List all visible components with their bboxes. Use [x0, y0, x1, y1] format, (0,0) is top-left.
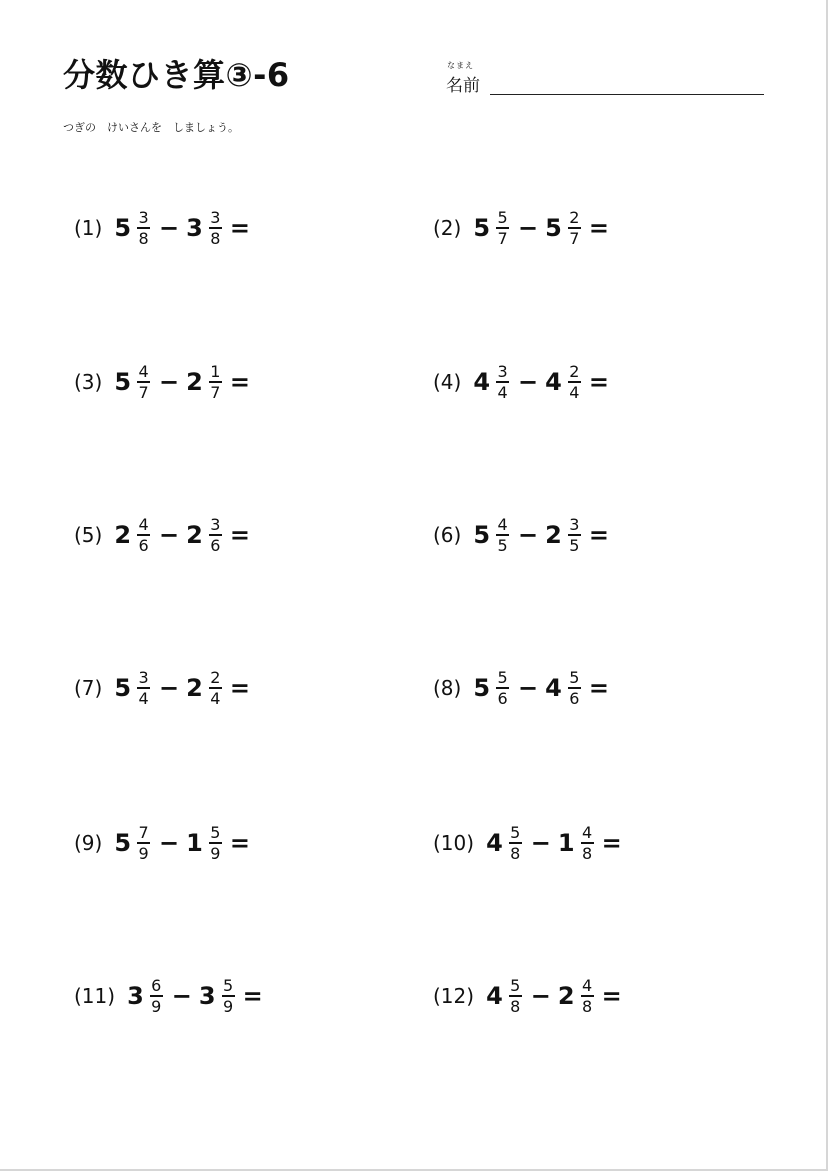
whole-number: 4 [545, 368, 562, 396]
numerator: 3 [569, 515, 580, 534]
equals-sign: = [601, 829, 622, 857]
fraction [150, 977, 163, 1015]
fraction [137, 824, 150, 862]
minus-sign: − [518, 214, 539, 242]
whole-number: 5 [114, 674, 132, 702]
problem-item [74, 663, 250, 713]
fraction [496, 209, 509, 247]
numerator: 3 [497, 362, 508, 381]
denominator: 4 [138, 689, 149, 708]
numerator: 5 [222, 976, 234, 995]
fraction [209, 824, 222, 862]
numerator: 4 [497, 515, 508, 534]
numerator: 6 [151, 976, 162, 995]
denominator: 4 [210, 689, 221, 708]
denominator: 9 [151, 997, 162, 1016]
numerator: 7 [138, 823, 149, 842]
numerator: 1 [210, 362, 221, 381]
worksheet-title: 分数ひき算③-6 [63, 56, 290, 94]
denominator: 6 [497, 689, 508, 708]
equals-sign: = [229, 368, 250, 396]
denominator: 7 [138, 383, 149, 402]
whole-number: 4 [545, 674, 562, 702]
whole-number: 2 [545, 521, 562, 549]
whole-number: 5 [545, 214, 562, 242]
fraction [209, 516, 222, 554]
denominator: 8 [510, 844, 521, 863]
denominator: 8 [138, 229, 149, 248]
problem-number: (9) [74, 831, 103, 855]
problem-number: (6) [433, 523, 462, 547]
equals-sign: = [588, 214, 609, 242]
equals-sign: = [588, 368, 609, 396]
whole-number: 5 [473, 674, 491, 702]
whole-number: 4 [473, 368, 491, 396]
problem-item [433, 203, 609, 253]
minus-sign: − [518, 521, 539, 549]
whole-number: 4 [486, 829, 503, 857]
problem-item [433, 510, 609, 560]
problem-number: (3) [74, 370, 103, 394]
numerator: 5 [497, 668, 508, 687]
minus-sign: − [159, 214, 180, 242]
equals-sign: = [229, 829, 250, 857]
whole-number: 2 [114, 521, 132, 549]
problem-number: (4) [433, 370, 462, 394]
problem-number: (5) [74, 523, 103, 547]
numerator: 2 [210, 668, 221, 687]
denominator: 4 [569, 383, 580, 402]
whole-number: 3 [186, 214, 203, 242]
whole-number: 3 [198, 982, 216, 1010]
whole-number: 5 [473, 214, 491, 242]
fraction [222, 977, 235, 1015]
fraction [568, 209, 581, 247]
problem-item [433, 357, 609, 407]
problem-item [433, 971, 622, 1021]
instruction-text: つぎの けいさんを しましょう。 [63, 121, 239, 134]
minus-sign: − [159, 674, 180, 702]
numerator: 5 [497, 208, 508, 227]
minus-sign: − [530, 829, 551, 857]
numerator: 2 [569, 208, 580, 227]
denominator: 9 [138, 844, 149, 863]
fraction [509, 977, 522, 1015]
whole-number: 2 [186, 368, 203, 396]
denominator: 8 [210, 229, 221, 248]
whole-number: 5 [114, 829, 132, 857]
name-field [446, 60, 764, 96]
whole-number: 2 [186, 674, 203, 702]
fraction [568, 669, 581, 707]
problem-item [74, 510, 250, 560]
problem-item [74, 971, 263, 1021]
denominator: 9 [210, 844, 221, 863]
fraction [509, 824, 522, 862]
numerator: 4 [581, 976, 593, 995]
fraction [137, 516, 150, 554]
numerator: 4 [138, 362, 149, 381]
minus-sign: − [518, 368, 539, 396]
numerator: 5 [210, 823, 221, 842]
fraction [581, 824, 594, 862]
numerator: 4 [138, 515, 149, 534]
whole-number: 1 [186, 829, 203, 857]
numerator: 5 [569, 668, 580, 687]
denominator: 6 [138, 536, 149, 555]
fraction [137, 669, 150, 707]
denominator: 4 [497, 383, 508, 402]
denominator: 9 [222, 997, 234, 1016]
fraction [209, 363, 222, 401]
numerator: 5 [510, 823, 521, 842]
numerator: 3 [138, 668, 149, 687]
whole-number: 5 [114, 214, 132, 242]
whole-number: 2 [557, 982, 575, 1010]
numerator: 5 [510, 976, 521, 995]
fraction [496, 363, 509, 401]
denominator: 5 [569, 536, 580, 555]
problem-number: (7) [74, 676, 103, 700]
problem-item [74, 203, 250, 253]
equals-sign: = [242, 982, 263, 1010]
denominator: 5 [497, 536, 508, 555]
numerator: 3 [210, 515, 221, 534]
problem-number: (8) [433, 676, 462, 700]
problem-number: (2) [433, 216, 462, 240]
whole-number: 5 [114, 368, 132, 396]
minus-sign: − [159, 829, 180, 857]
numerator: 2 [569, 362, 580, 381]
numerator: 3 [138, 208, 149, 227]
minus-sign: − [159, 521, 180, 549]
problem-number: (11) [74, 984, 116, 1008]
equals-sign: = [588, 674, 609, 702]
minus-sign: − [530, 982, 551, 1010]
problem-item [74, 357, 250, 407]
whole-number: 4 [486, 982, 503, 1010]
equals-sign: = [229, 214, 250, 242]
whole-number: 3 [127, 982, 144, 1010]
denominator: 7 [569, 229, 580, 248]
problem-number: (10) [433, 831, 475, 855]
denominator: 6 [210, 536, 221, 555]
problem-item [74, 818, 250, 868]
problem-number: (1) [74, 216, 103, 240]
minus-sign: − [171, 982, 192, 1010]
denominator: 8 [581, 997, 593, 1016]
name-write-line [490, 94, 764, 95]
fraction [137, 363, 150, 401]
fraction [496, 669, 509, 707]
problem-number: (12) [433, 984, 475, 1008]
whole-number: 1 [557, 829, 575, 857]
minus-sign: − [518, 674, 539, 702]
numerator: 3 [210, 208, 221, 227]
problem-item [433, 818, 622, 868]
denominator: 7 [210, 383, 221, 402]
fraction [137, 209, 150, 247]
whole-number: 2 [186, 521, 203, 549]
denominator: 7 [497, 229, 508, 248]
whole-number: 5 [473, 521, 491, 549]
fraction [209, 209, 222, 247]
equals-sign: = [229, 521, 250, 549]
denominator: 8 [581, 844, 593, 863]
problem-item [433, 663, 609, 713]
fraction [568, 363, 581, 401]
fraction [581, 977, 594, 1015]
equals-sign: = [229, 674, 250, 702]
denominator: 6 [569, 689, 580, 708]
minus-sign: − [159, 368, 180, 396]
numerator: 4 [581, 823, 593, 842]
fraction [496, 516, 509, 554]
name-ruby: なまえ [447, 61, 474, 70]
fraction [568, 516, 581, 554]
equals-sign: = [588, 521, 609, 549]
equals-sign: = [601, 982, 622, 1010]
name-label: 名前 [446, 76, 480, 96]
denominator: 8 [510, 997, 521, 1016]
fraction [209, 669, 222, 707]
